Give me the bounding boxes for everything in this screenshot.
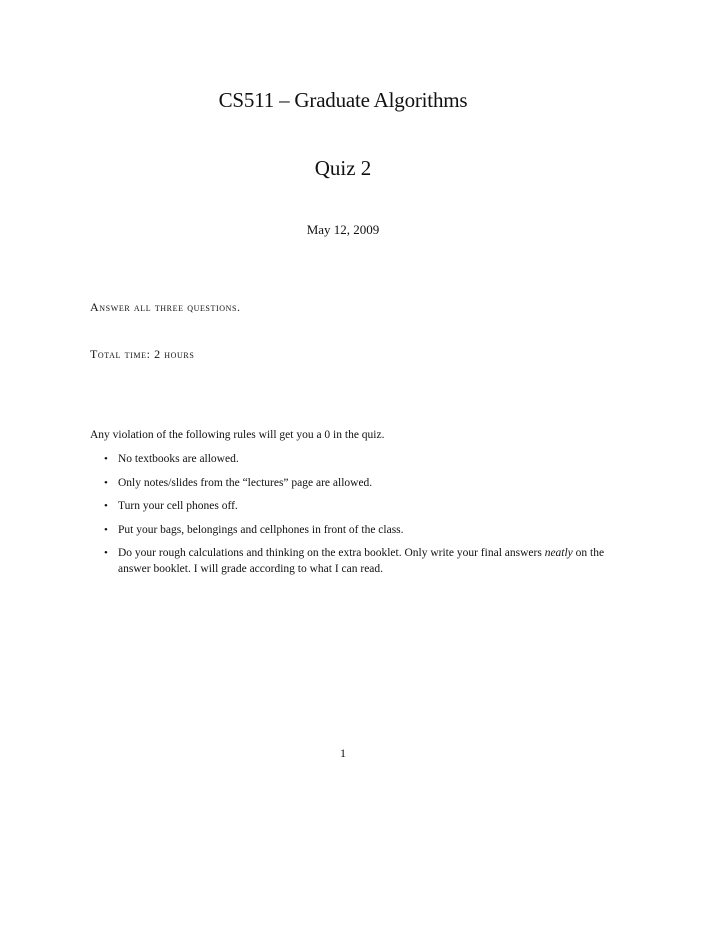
rule-text: Put your bags, belongings and cellphones in front of the class. xyxy=(118,523,404,536)
bullet-icon: • xyxy=(104,523,108,536)
rule-item xyxy=(90,545,610,577)
course-title: CS511 – Graduate Algorithms xyxy=(218,88,468,112)
exam-title: Quiz 2 xyxy=(314,156,372,180)
bullet-icon: • xyxy=(104,453,108,465)
instruction-answer-all: Answer all three questions. xyxy=(90,300,241,314)
rules-list xyxy=(90,451,610,585)
bullet-icon: • xyxy=(104,500,108,512)
bullet-icon: • xyxy=(104,547,108,559)
rule-text: Only notes/slides from the “lectures” page are allowed. xyxy=(118,476,373,489)
rule-item xyxy=(90,451,610,467)
instruction-total-time: Total time: 2 hours xyxy=(90,347,195,361)
rule-text-emphasis: neatly xyxy=(544,547,573,559)
rule-text: No textbooks are allowed. xyxy=(118,453,239,465)
page-number: 1 xyxy=(340,746,346,760)
rule-item xyxy=(90,522,610,538)
rule-text-before: Do your rough calculations and thinking on the extra booklet. Only write your final answers xyxy=(118,547,542,559)
rule-item xyxy=(90,475,610,491)
rules-intro: Any violation of the following rules will get you a 0 in the quiz. xyxy=(90,429,385,441)
rule-text: Turn your cell phones off. xyxy=(118,500,238,512)
rule-item xyxy=(90,498,610,514)
exam-date: May 12, 2009 xyxy=(306,222,380,237)
bullet-icon: • xyxy=(104,476,108,489)
rule-text-after: on the answer booklet. I will grade according to what I can read. xyxy=(118,547,605,575)
